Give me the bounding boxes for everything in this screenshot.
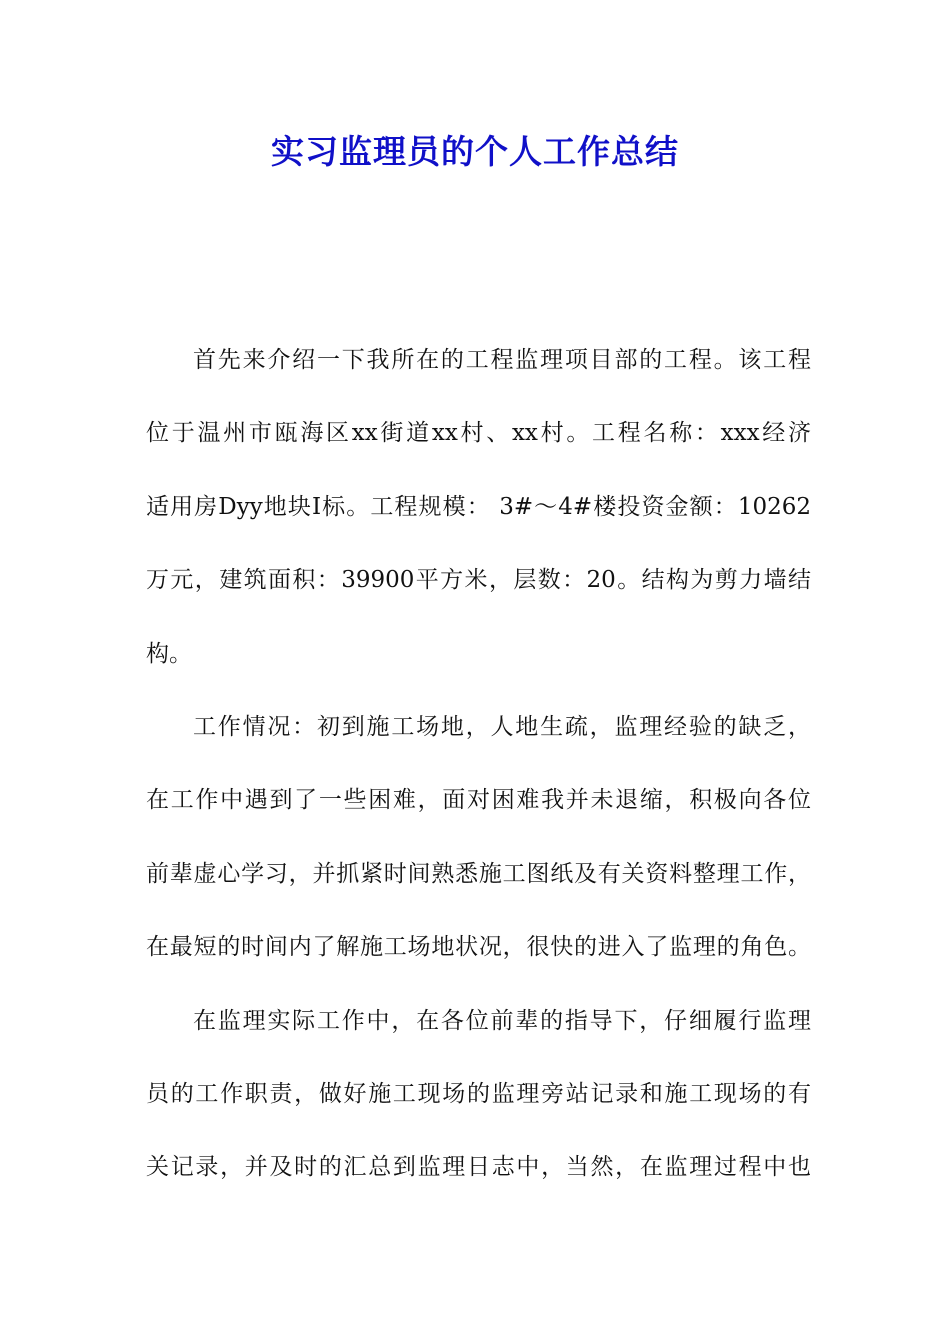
paragraph-1-line-5: 构。 — [146, 640, 192, 667]
paragraph-1-line-3: 适用房Dyy地块Ⅰ标。工程规模： 3#～4#楼投资金额：10262 — [146, 493, 811, 520]
paragraph-2-line-2: 在工作中遇到了一些困难，面对困难我并未退缩，积极向各位 — [146, 787, 811, 814]
paragraph-1-line-4: 万元，建筑面积：39900平方米，层数：20。结构为剪力墙结 — [146, 567, 811, 594]
paragraph-2-line-4: 在最短的时间内了解施工场地状况，很快的进入了监理的角色。 — [146, 934, 811, 961]
document-body — [146, 337, 811, 1218]
document-title: 实习监理员的个人工作总结 — [271, 132, 679, 171]
paragraph-3-line-1: 在监理实际工作中，在各位前辈的指导下，仔细履行监理 — [193, 1007, 811, 1034]
paragraph-3-line-2: 员的工作职责，做好施工现场的监理旁站记录和施工现场的有 — [146, 1080, 811, 1107]
paragraph-2-line-1: 工作情况：初到施工场地，人地生疏，监理经验的缺乏， — [193, 713, 811, 740]
paragraph-2-line-3: 前辈虚心学习，并抓紧时间熟悉施工图纸及有关资料整理工作， — [146, 860, 811, 887]
paragraph-3-line-3: 关记录，并及时的汇总到监理日志中，当然，在监理过程中也 — [146, 1154, 811, 1181]
paragraph-1-line-1: 首先来介绍一下我所在的工程监理项目部的工程。该工程 — [193, 347, 811, 373]
paragraph-1-line-2: 位于温州市瓯海区xx街道xx村、xx村。工程名称：xxx经济 — [146, 420, 811, 447]
